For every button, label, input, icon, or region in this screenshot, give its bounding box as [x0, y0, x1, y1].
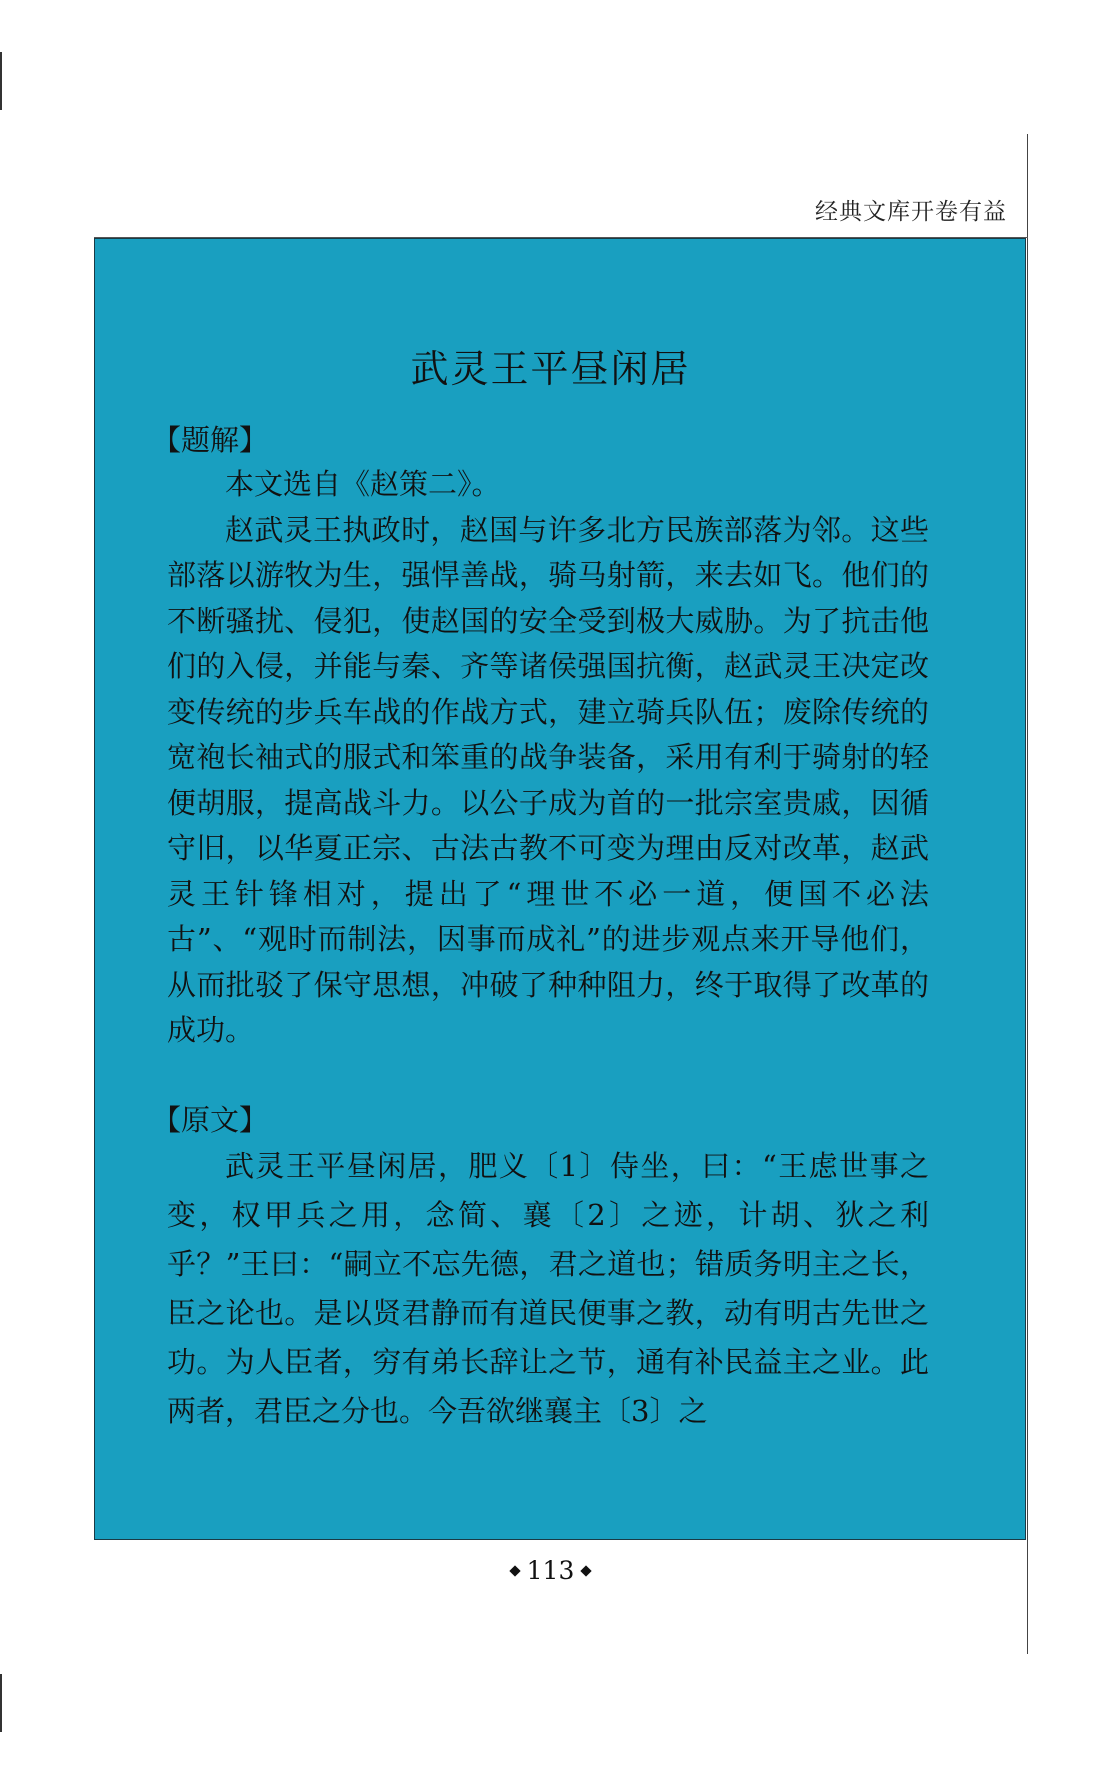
section-heading-tijie: 【题解】	[152, 423, 269, 457]
page-number-value: 113	[526, 1556, 575, 1585]
tijie-text	[167, 462, 929, 1054]
tijie-paragraph: 本文选自《赵策二》。	[225, 467, 501, 501]
yuanwen-text	[167, 1142, 929, 1436]
crop-mark-top	[0, 52, 2, 110]
running-header: 经典文库开卷有益	[815, 199, 1007, 225]
article-title: 武灵王平昼闲居	[410, 347, 691, 391]
page-number	[0, 1556, 1101, 1585]
section-heading-yuanwen: 【原文】	[152, 1103, 269, 1137]
diamond-ornament-right	[581, 1565, 592, 1576]
tijie-paragraph: 赵武灵王执政时，赵国与许多北方民族部落为邻。这些部落以游牧为生，强悍善战，骑马射箭，来去如飞。他们的不断骚扰、侵犯，使赵国的安全受到极大威胁。为了抗击他们的入侵，并能与秦、齐等诸侯强国抗衡，赵武灵王决定改变传统的步兵车战的作战方式，建立骑兵队伍；废除传统的宽袍长袖式的服式和笨重的战争装备，采用有利于骑射的轻便胡服，提高战斗力。以公子成为首的一批宗室贵戚，因循守旧，以华夏正宗、古法古教不可变为理由反对改革，赵武灵王针锋相对，提出了“理世不必一道，便国不必法古”、“观时而制法，因事而成礼”的进步观点来开导他们，从而批驳了保守思想，冲破了种种阻力，终于取得了改革的成功。	[167, 512, 929, 1047]
crop-mark-bottom	[0, 1674, 2, 1732]
diamond-ornament-left	[509, 1565, 520, 1576]
yuanwen-paragraph: 武灵王平昼闲居，肥义〔1〕侍坐，曰：“王虑世事之变，权甲兵之用，念简、襄〔2〕之迹，计胡、狄之利乎？”王曰：“嗣立不忘先德，君之道也；错质务明主之长，臣之论也。是以贤君静而有道民便事之教，动有明古先世之功。为人臣者，穷有弟长辞让之节，通有补民益主之业。此两者，君臣之分也。今吾欲继襄主〔3〕之	[167, 1149, 929, 1428]
